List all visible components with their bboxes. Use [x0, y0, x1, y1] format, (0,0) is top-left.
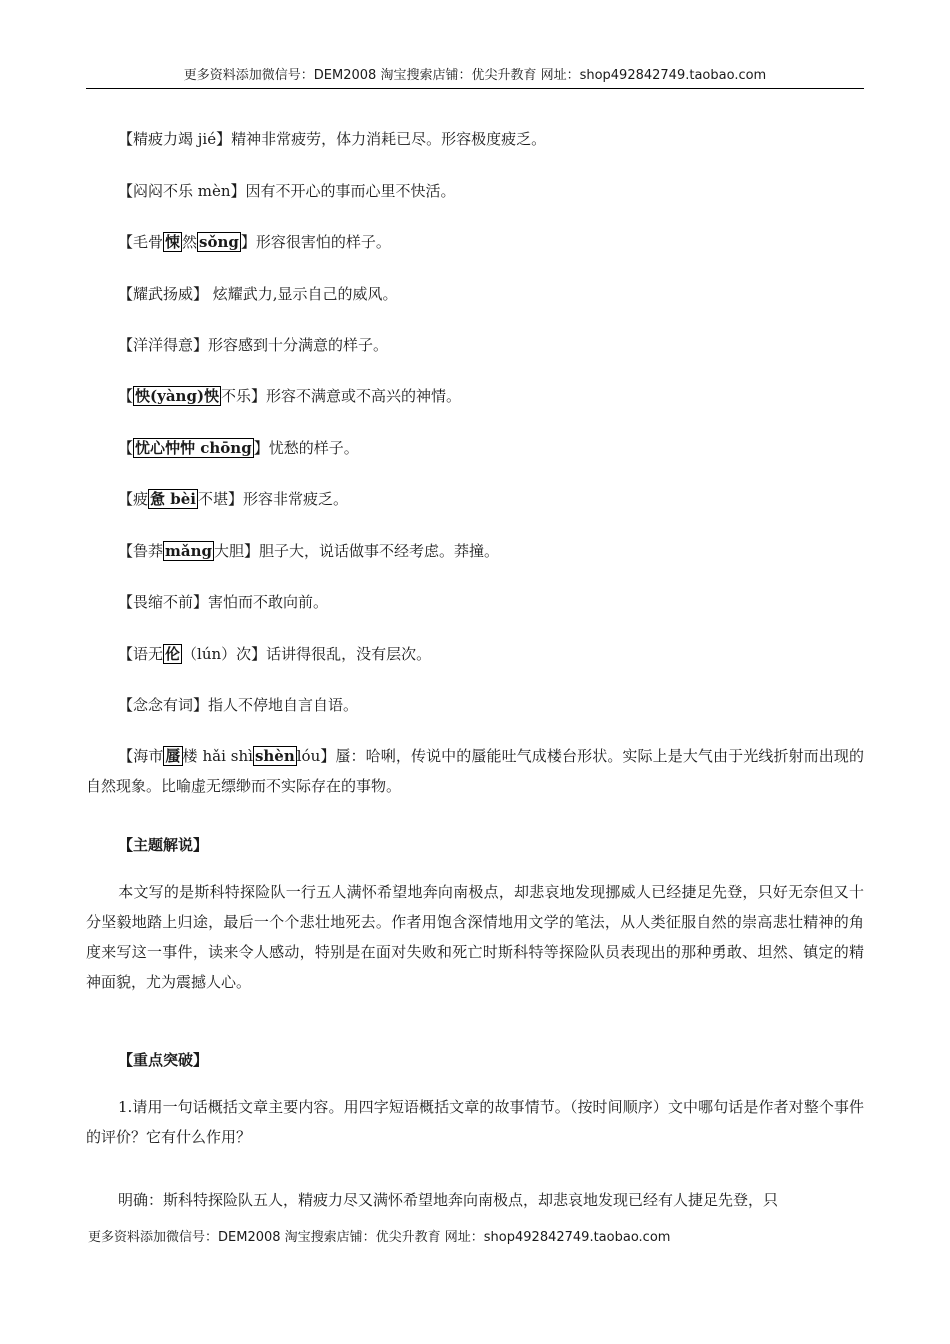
entry-text: 【海市 [118, 747, 164, 765]
vocab-entry-haishishenlou [86, 741, 864, 801]
highlighted-pinyin: mǎng [165, 542, 213, 560]
entry-text: （lún）次】话讲得很乱，没有层次。 [182, 645, 432, 663]
theme-paragraph [86, 877, 864, 997]
theme-heading: 【主题解说】 [118, 836, 209, 854]
highlighted-char: 伦 [165, 645, 181, 663]
vocab-entry-pibeibukan [86, 488, 896, 509]
entry-text: 【疲 [118, 490, 149, 508]
entry-text: 【鲁莽 [118, 542, 164, 560]
page-footer: 更多资料添加微信号：DEM2008 淘宝搜索店铺：优尖升教育 网址：shop492842749.taobao.com [88, 1230, 671, 1245]
vocab-entry-weisuobuqian: 【畏缩不前】害怕而不敢向前。 [118, 593, 329, 611]
vocab-entry-yangyangbule [86, 385, 896, 406]
entry-text: 楼 hǎi shì [182, 747, 253, 765]
highlighted-word: 忧心忡忡 chōng [135, 439, 252, 457]
vocab-entry-yaowuyangwei: 【耀武扬威】 炫耀武力,显示自己的威风。 [118, 285, 398, 303]
question-1 [86, 1092, 864, 1152]
answer-1: 明确：斯科特探险队五人，精疲力尽又满怀希望地奔向南极点，却悲哀地发现已经有人捷足先登，只 [118, 1191, 779, 1209]
highlighted-word: 惫 bèi [150, 490, 196, 508]
highlighted-char: 蜃 [165, 747, 181, 765]
entry-text: 不乐】形容不满意或不高兴的神情。 [221, 387, 462, 405]
entry-text: 大胆】胆子大，说话做事不经考虑。莽撞。 [214, 542, 500, 560]
highlighted-char: 悚 [165, 233, 181, 251]
entry-text: 】形容很害怕的样子。 [240, 233, 391, 251]
highlighted-pinyin: sǒng [199, 233, 239, 251]
vocab-entry-yuwulunci [86, 643, 896, 664]
entry-text: 然 [182, 233, 198, 251]
entry-text: 【语无 [118, 645, 164, 663]
key-points-heading: 【重点突破】 [118, 1051, 209, 1069]
vocab-entry-maogusongran [86, 231, 896, 252]
entry-text: 【 [118, 387, 134, 405]
entry-text: lóu】蜃：哈唎，传说中的蜃能吐气成楼台形状。实际上是大气由于光线折射而出现的自然现象。比喻虚无缥缈而不实际存在的事物。 [86, 747, 864, 795]
entry-text: 【毛骨 [118, 233, 164, 251]
highlighted-pinyin: shèn [254, 747, 295, 765]
highlighted-word: 怏(yàng)怏 [135, 387, 220, 405]
entry-text: 不堪】形容非常疲乏。 [197, 490, 348, 508]
vocab-entry-youxinchongchong [86, 437, 896, 458]
vocab-entry-niannianyouci: 【念念有词】指人不停地自言自语。 [118, 696, 359, 714]
vocab-entry-lumangdadan [86, 540, 896, 561]
paragraph-text: 本文写的是斯科特探险队一行五人满怀希望地奔向南极点，却悲哀地发现挪威人已经捷足先登，只好无奈但又十分坚毅地踏上归途，最后一个个悲壮地死去。作者用饱含深情地用文学的笔法，从人类征服自然的崇高悲壮精神的角度来写这一事件，读来令人感动，特别是在面对失败和死亡时斯科特等探险队员表现出的那种勇敢、坦然、镇定的精神面貌，尤为震撼人心。 [86, 883, 864, 991]
page-header: 更多资料添加微信号：DEM2008 淘宝搜索店铺：优尖升教育 网址：shop492842749.taobao.com [86, 66, 864, 89]
entry-text: 】忧愁的样子。 [253, 439, 359, 457]
paragraph-text: 1.请用一句话概括文章主要内容。用四字短语概括文章的故事情节。（按时间顺序）文中哪句话是作者对整个事件的评价？它有什么作用？ [86, 1098, 864, 1146]
vocab-entry-menmenbule: 【闷闷不乐 mèn】因有不开心的事而心里不快活。 [118, 182, 456, 200]
entry-text: 【 [118, 439, 134, 457]
vocab-entry-jingpilijie: 【精疲力竭 jié】精神非常疲劳，体力消耗已尽。形容极度疲乏。 [118, 130, 547, 148]
vocab-entry-yangyangdeyi: 【洋洋得意】形容感到十分满意的样子。 [118, 336, 389, 354]
